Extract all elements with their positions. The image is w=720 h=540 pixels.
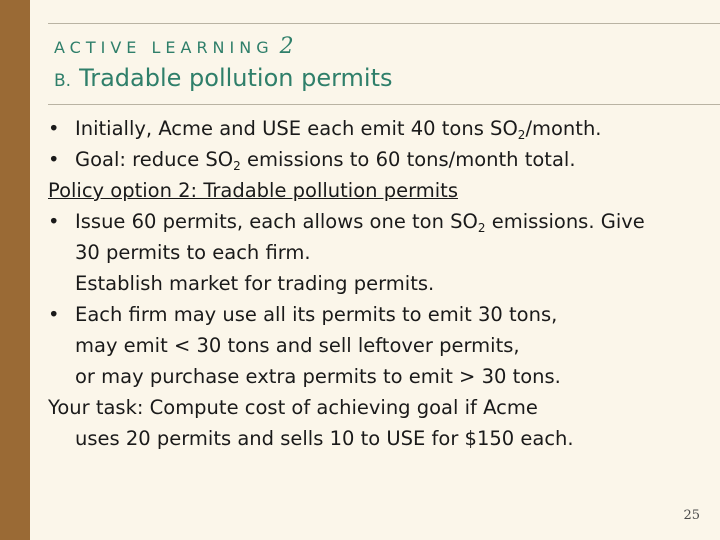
policy-bullet-1-cont-1: 30 permits to each firm. bbox=[75, 241, 311, 264]
bullet-text: emissions. Give bbox=[485, 210, 645, 233]
bullet-text: emissions to 60 tons/month total. bbox=[240, 148, 576, 171]
bullet-marker: • bbox=[48, 303, 60, 326]
title-divider bbox=[48, 104, 720, 105]
policy-bullet-2 bbox=[48, 299, 708, 330]
policy-bullet-1 bbox=[48, 206, 708, 237]
page-number: 25 bbox=[683, 508, 700, 523]
bullet-marker: • bbox=[48, 117, 60, 140]
policy-bullet-1-cont-2: Establish market for trading permits. bbox=[75, 272, 435, 295]
bullet-text: Goal: reduce SO bbox=[75, 148, 234, 171]
top-divider bbox=[48, 23, 720, 24]
bullet-text: Each firm may use all its permits to emit 30 tons, bbox=[75, 303, 558, 326]
policy-bullet-2-cont-2: or may purchase extra permits to emit > 30 tons. bbox=[75, 365, 561, 388]
intro-bullet-2 bbox=[48, 144, 708, 175]
left-accent-bar bbox=[0, 0, 30, 540]
bullet-marker: • bbox=[48, 148, 60, 171]
subscript: 2 bbox=[233, 159, 241, 173]
subscript: 2 bbox=[477, 221, 486, 235]
bullet-text: Initially, Acme and USE each emit 40 tons SO bbox=[75, 117, 518, 140]
slide-title bbox=[54, 64, 393, 92]
kicker-number: 2 bbox=[279, 34, 294, 59]
task-line-2: uses 20 permits and sells 10 to USE for $150 each. bbox=[75, 427, 574, 450]
slide-body bbox=[48, 113, 708, 454]
intro-bullet-1 bbox=[48, 113, 708, 144]
bullet-text: Issue 60 permits, each allows one ton SO bbox=[75, 210, 478, 233]
title-text: Tradable pollution permits bbox=[79, 64, 393, 92]
section-kicker bbox=[54, 34, 294, 59]
title-prefix: B. bbox=[54, 71, 72, 91]
bullet-text: /month. bbox=[525, 117, 602, 140]
kicker-label: ACTIVE LEARNING bbox=[54, 38, 274, 57]
policy-heading: Policy option 2: Tradable pollution permits bbox=[48, 179, 458, 202]
task-line-1: Your task: Compute cost of achieving goal if Acme bbox=[48, 396, 538, 419]
subscript: 2 bbox=[517, 128, 526, 142]
bullet-marker: • bbox=[48, 210, 60, 233]
policy-bullet-2-cont-1: may emit < 30 tons and sell leftover permits, bbox=[75, 334, 520, 357]
